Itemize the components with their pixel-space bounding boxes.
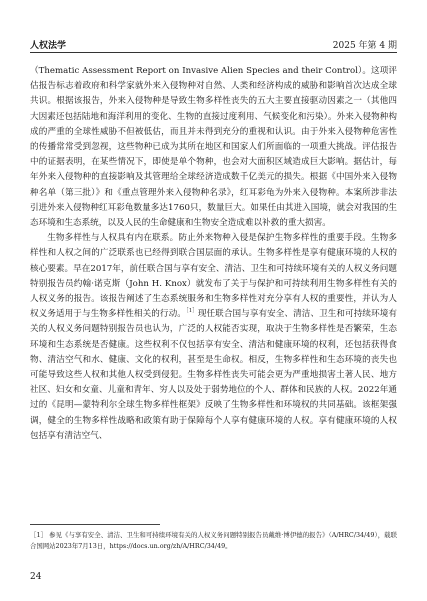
issue-label: 2025 年第 4 期: [332, 41, 397, 51]
running-header: [30, 36, 397, 53]
footnote: ［1］ 参见《与享有安全、清洁、卫生和可持续环境有关的人权义务问题特别报告员戴维·博伊德的报告》（A/HRC/34/49），载联合国网站2023年7月13日，https://docs.un.org/zh/A/HRC/34/49。: [30, 531, 397, 550]
paragraph-biodiversity: [30, 231, 397, 444]
footnote-divider: [30, 524, 160, 525]
footnote-marker[interactable]: ［1］: [185, 308, 198, 315]
journal-title: 人权法学: [30, 41, 67, 51]
page-number: 24: [30, 572, 42, 582]
paragraph-text-cont: 现任联合国与享有安全、清洁、卫生和可持续环境有关的人权义务问题特别报告员也认为，广泛的人权能否实现，取决于生物多样性是否繁荣，生态环境和生态系统是否健康。这些权利不仅包括享有安全、清洁和健康环境的权利，还包括获得食物、清洁空气和水、健康、文化的权利，甚至是生命权。相反，生物多样性和生态环境的丧失也可能导致这些人权和其他人权受到侵犯。生物多样性丧失可能会更为严重地损害土著人民、地方社区、妇女和女童、儿童和青年、穷人以及处于弱势地位的个人、群体和民族的人权。2022年通过的《昆明—蒙特利尔全球生物多样性框架》反映了生物多样性和环境权的共同基础。该框架强调，健全的生物多样性战略和政策有助于保障每个人享有健康环境的人权。享有健康环境的人权包括享有清洁空气、: [30, 309, 397, 441]
article-body: [30, 64, 397, 444]
paragraph-continued: （Thematic Assessment Report on Invasive Alien Species and their Control）。这项评估报告标志着政府和科学家就外来入侵物种对自然、人类和经济构成的威胁和影响首次达成全球共识。根据该报告，外来入侵物种是导致生物多样性丧失的五大主要直接驱动因素之一（其他四大因素还包括陆地和海洋利用的变化、生物的直接过度利用、气候变化和污染）。外来入侵物种构成的严重的全球性威胁不但被低估，而且并未得到充分的重视和认识。由于外来入侵物种危害性的传播常常受到忽视，这些物种已成为其所在地区和国家人们所面临的一项重大挑战。评估报告中的证据表明，在某些情况下，即使是单个物种，也会对大面积区域造成巨大影响。据估计，每年外来入侵物种的直接影响及其管理给全球经济造成数千亿美元的损失。根据《中国外来入侵物种名单（第三批）》和《重点管理外来入侵物种名录》，红耳彩龟为外来入侵物种。本案所涉非法引进外来入侵物种红耳彩龟数量多达1760只，数量巨大。如果任由其进入国境，就会对我国的生态环境和生态系统，以及人民的生命健康和生物安全造成难以补救的重大损害。: [30, 66, 397, 229]
paragraph-text: 生物多样性与人权具有内在联系。防止外来物种入侵是保护生物多样性的重要手段。生物多样性和人权之间的广泛联系也已经得到联合国层面的承认。生物多样性是享有健康环境的人权的核心要素。早在2017年，前任联合国与享有安全、清洁、卫生和可持续环境有关的人权义务问题特别报告员约翰·诺克斯（John H. Knox）就发布了关于与保护和可持续利用生物多样性有关的人权义务的报告。该报告阐述了生态系统服务和生物多样性对充分享有人权的重要性，并认为人权义务适用于与生物多样性相关的行动。: [30, 233, 397, 320]
